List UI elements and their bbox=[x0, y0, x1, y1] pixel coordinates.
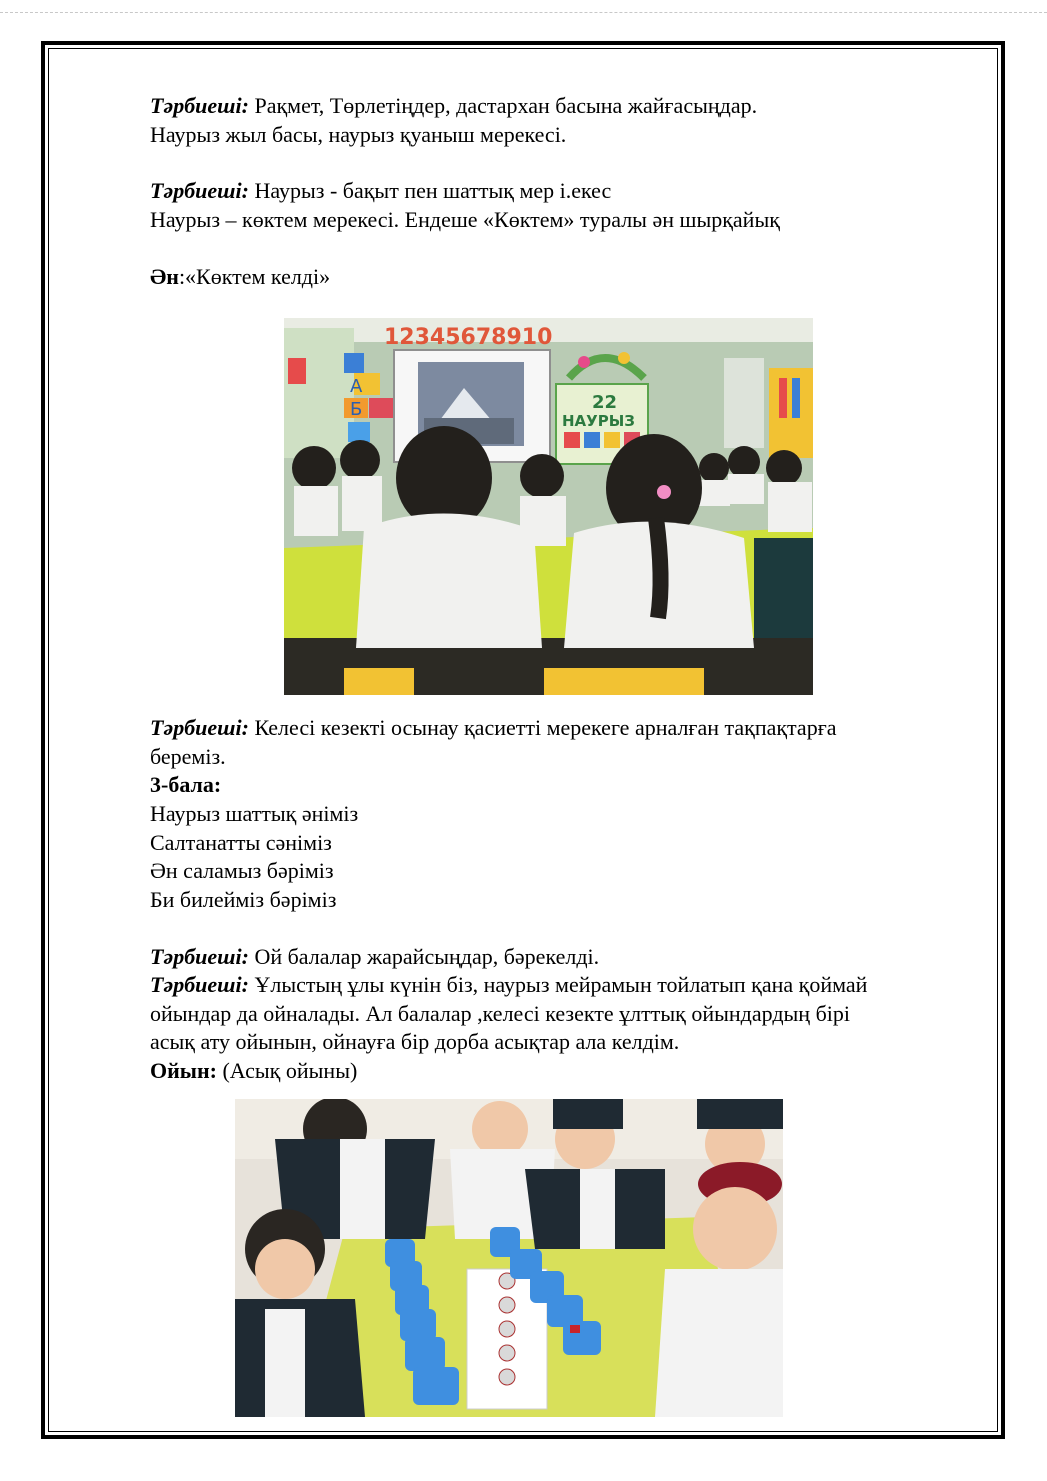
paragraph-text: Келесі кезекті осынау қасиетті мерекеге арналған тақпақтарға bbox=[254, 715, 837, 740]
paragraph-5-line-1 bbox=[150, 971, 867, 999]
classroom-photo bbox=[284, 318, 813, 695]
paragraph-text: Наурыз - бақыт пен шаттық мер і.екес bbox=[254, 178, 612, 203]
paragraph-2-line-1 bbox=[150, 177, 611, 205]
paragraph-text: Ой балалар жарайсыңдар, бәрекелді. bbox=[254, 944, 600, 969]
poem-line-1: Наурыз шаттық әніміз bbox=[150, 801, 359, 826]
poem-line-3: Ән саламыз бәріміз bbox=[150, 858, 334, 883]
game-photo bbox=[235, 1099, 783, 1417]
poem-title: 3-бала: bbox=[150, 772, 222, 797]
paragraph-5-line-3: асық ату ойынын, ойнауға бір дорба асықтар ала келдім. bbox=[150, 1029, 680, 1054]
paragraph-1-line-1 bbox=[150, 92, 757, 120]
speaker-label: Тәрбиеші: bbox=[150, 178, 249, 203]
poem-line-4: Би билейміз бәріміз bbox=[150, 887, 337, 912]
wall-letter-a: А bbox=[350, 376, 363, 397]
paragraph-5-line-2: ойындар да ойналады. Ал балалар ,келесі кезекте ұлттық ойындардың бірі bbox=[150, 1001, 850, 1026]
paragraph-text: Рақмет, Төрлетіңдер, дастархан басына жайғасыңдар. bbox=[254, 93, 758, 118]
paragraph-1-line-2: Наурыз жыл басы, наурыз қуаныш мерекесі. bbox=[150, 122, 567, 147]
game-label: Ойын: bbox=[150, 1058, 217, 1083]
paragraph-2-line-2: Наурыз – көктем мерекесі. Ендеше «Көктем» туралы ән шырқайық bbox=[150, 207, 780, 232]
song-label: Ән bbox=[150, 264, 179, 289]
speaker-label: Тәрбиеші: bbox=[150, 972, 249, 997]
game-scene bbox=[235, 1099, 783, 1417]
speaker-label: Тәрбиеші: bbox=[150, 93, 249, 118]
song-line bbox=[150, 263, 330, 291]
speaker-label: Тәрбиеші: bbox=[150, 944, 249, 969]
poem-line-2: Салтанатты сәніміз bbox=[150, 830, 332, 855]
paragraph-3-line-1 bbox=[150, 714, 836, 742]
paragraph-3-line-2: береміз. bbox=[150, 744, 226, 769]
game-line bbox=[150, 1057, 357, 1085]
wall-letter-b: Б bbox=[350, 399, 363, 420]
page-edge-top bbox=[0, 12, 1047, 13]
game-title: (Асық ойыны) bbox=[216, 1058, 358, 1083]
classroom-scene bbox=[284, 318, 813, 695]
paragraph-text: Ұлыстың ұлы күнін біз, наурыз мейрамын тойлатып қана қоймай bbox=[254, 972, 868, 997]
speaker-label: Тәрбиеші: bbox=[150, 715, 249, 740]
song-title: :«Көктем келді» bbox=[178, 264, 331, 289]
poster-date: 22 bbox=[592, 392, 618, 413]
poster-title: НАУРЫЗ bbox=[562, 412, 635, 430]
paragraph-4-line-1 bbox=[150, 943, 599, 971]
number-strip: 12345678910 bbox=[384, 325, 553, 350]
